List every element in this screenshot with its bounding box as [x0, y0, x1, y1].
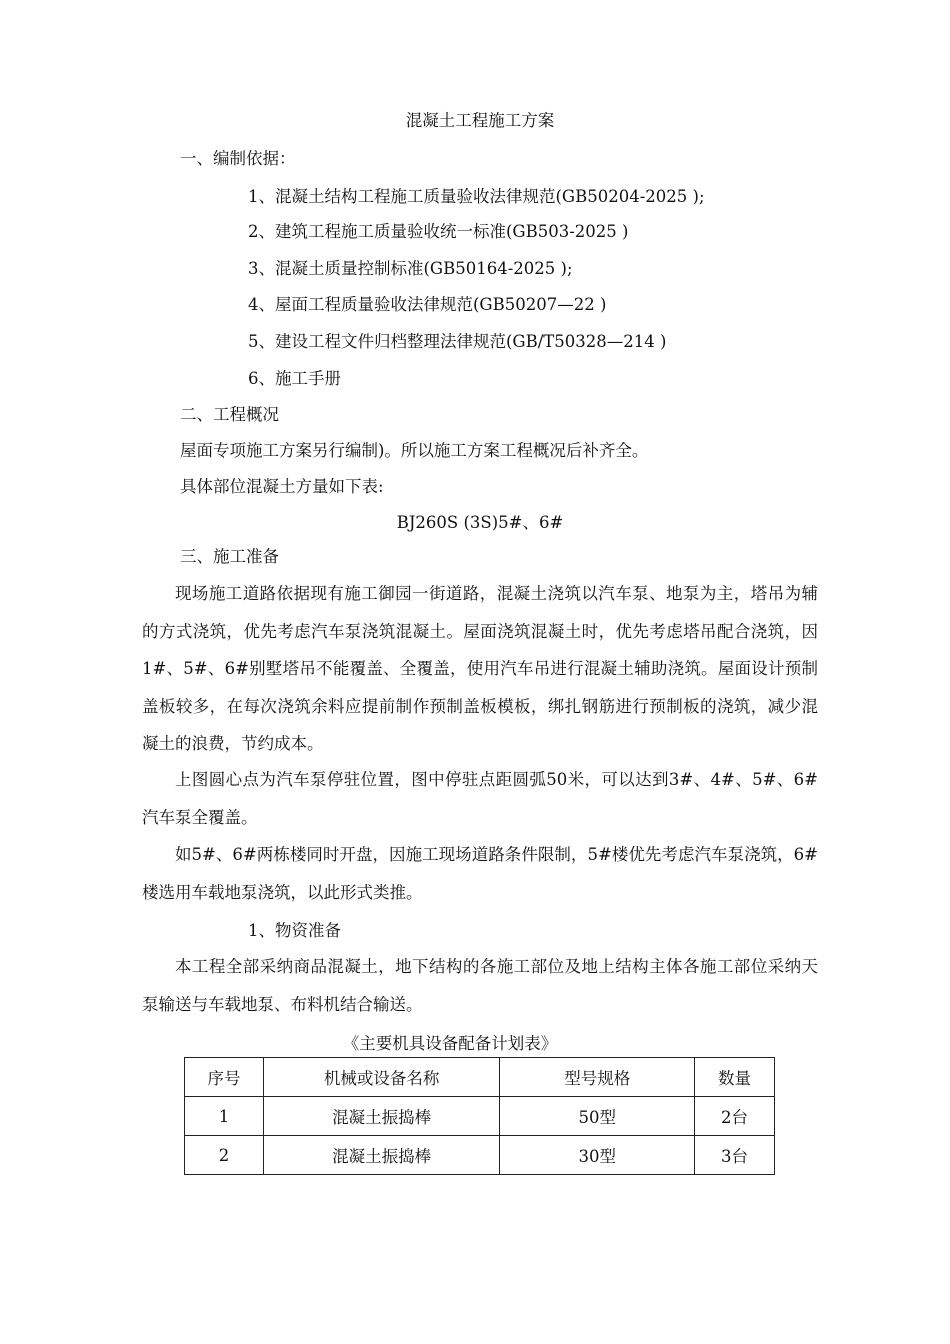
volume-table-caption: BJ260S (3S)5#、6#: [396, 513, 564, 532]
equipment-table-caption: 《主要机具设备配备计划表》: [342, 1034, 558, 1053]
section-heading-overview: 二、工程概况: [180, 405, 279, 424]
overview-text-1: 屋面专项施工方案另行编制)。所以施工方案工程概况后补齐全。: [180, 441, 649, 460]
table-cell: 混凝土振捣棒: [263, 1136, 500, 1175]
header-cell-index: 序号: [185, 1058, 264, 1097]
basis-item-2: 2、建筑工程施工质量验收统一标准(GB503-2025 ): [248, 222, 629, 241]
table-cell: 2台: [695, 1097, 775, 1136]
paragraph-pump-position: 上图圆心点为汽车泵停驻位置，图中停驻点距圆弧50米，可以达到3#、4#、5#、6#汽车泵全覆盖。: [142, 770, 818, 827]
table-cell: 50型: [500, 1097, 695, 1136]
equipment-table: [184, 1057, 775, 1175]
basis-item-6: 6、施工手册: [248, 369, 341, 388]
paragraph-materials: 本工程全部采纳商品混凝土，地下结构的各施工部位及地上结构主体各施工部位采纳天泵输送与车载地泵、布料机结合输送。: [142, 957, 818, 1014]
header-cell-name: 机械或设备名称: [263, 1058, 500, 1097]
basis-item-3: 3、混凝土质量控制标准(GB50164-2025 );: [248, 259, 573, 278]
basis-item-4: 4、屋面工程质量验收法律规范(GB50207—22 ): [248, 295, 607, 314]
table-cell: 1: [185, 1097, 264, 1136]
table-cell: 3台: [695, 1136, 775, 1175]
table-cell: 2: [185, 1136, 264, 1175]
paragraph-pouring-method: 现场施工道路依据现有施工御园一街道路，混凝土浇筑以汽车泵、地泵为主，塔吊为辅的方式浇筑，优先考虑汽车泵浇筑混凝土。屋面浇筑混凝土时，优先考虑塔吊配合浇筑，因1#、5#、6#别墅塔吊不能覆盖、全覆盖，使用汽车吊进行混凝土辅助浇筑。屋面设计预制盖板较多，在每次浇筑余料应提前制作预制盖板模板，绑扎钢筋进行预制板的浇筑，减少混凝土的浪费，节约成本。: [142, 584, 818, 753]
section-heading-preparation: 三、施工准备: [180, 547, 279, 566]
section-heading-basis: 一、编制依据：: [180, 149, 296, 168]
table-row: [185, 1136, 775, 1175]
header-cell-quantity: 数量: [695, 1058, 775, 1097]
table-header-row: [185, 1058, 775, 1097]
table-cell: 30型: [500, 1136, 695, 1175]
document-title: 混凝土工程施工方案: [405, 111, 555, 130]
table-cell: 混凝土振捣棒: [263, 1097, 500, 1136]
table-row: [185, 1097, 775, 1136]
basis-item-1: 1、混凝土结构工程施工质量验收法律规范(GB50204-2025 );: [248, 187, 705, 206]
header-cell-model: 型号规格: [500, 1058, 695, 1097]
subsection-heading-materials: 1、物资准备: [248, 921, 341, 940]
paragraph-simultaneous-pour: 如5#、6#两栋楼同时开盘，因施工现场道路条件限制，5#楼优先考虑汽车泵浇筑，6#楼选用车载地泵浇筑，以此形式类推。: [142, 845, 818, 902]
overview-text-2: 具体部位混凝土方量如下表:: [180, 477, 384, 496]
basis-item-5: 5、建设工程文件归档整理法律规范(GB/T50328—214 ): [248, 332, 667, 351]
